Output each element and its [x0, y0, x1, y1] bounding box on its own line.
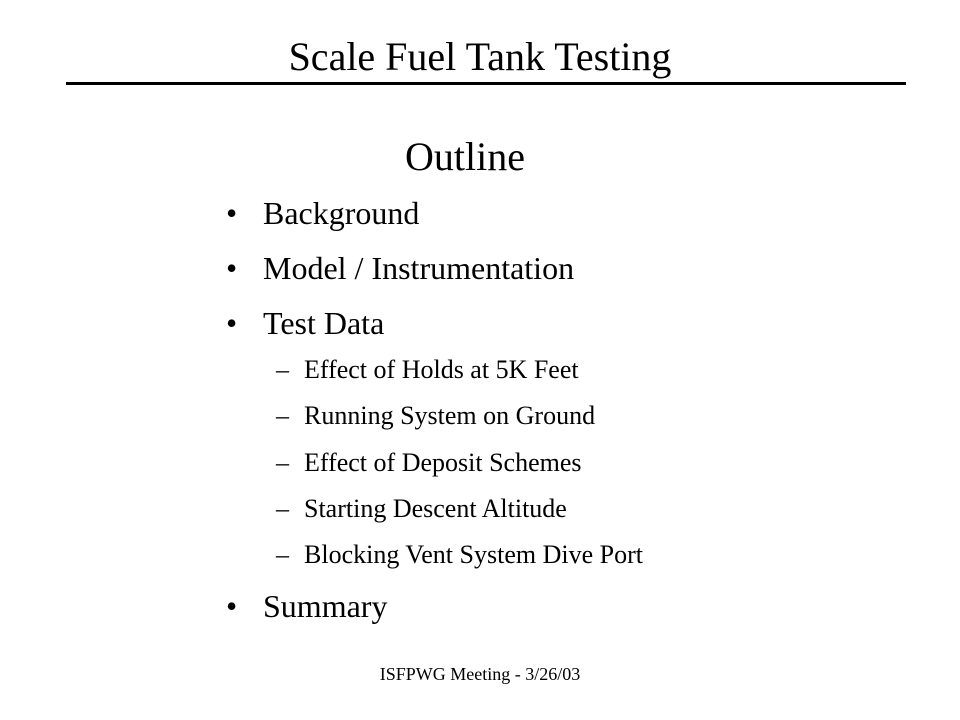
title-underline	[66, 82, 906, 85]
bullet-dot: •	[226, 195, 238, 231]
slide-footer: ISFPWG Meeting - 3/26/03	[379, 664, 581, 684]
bullet-dot: •	[226, 588, 238, 624]
sub-bullet-dash: –	[276, 494, 289, 523]
sub-bullet-label: Effect of Deposit Schemes	[304, 448, 582, 477]
bullet-label: Test Data	[263, 305, 385, 341]
sub-bullet-dash: –	[276, 355, 289, 384]
bullet-label: Model / Instrumentation	[263, 250, 575, 286]
sub-bullet-label: Effect of Holds at 5K Feet	[304, 355, 579, 384]
outline-heading: Outline	[405, 134, 525, 179]
slide-title: Scale Fuel Tank Testing	[288, 34, 672, 79]
bullet-dot: •	[226, 305, 238, 341]
sub-bullet-dash: –	[276, 540, 289, 569]
bullet-dot: •	[226, 250, 238, 286]
bullet-label: Background	[263, 195, 420, 231]
sub-bullet-label: Blocking Vent System Dive Port	[304, 540, 643, 569]
sub-bullet-dash: –	[276, 401, 289, 430]
sub-bullet-dash: –	[276, 448, 289, 477]
sub-bullet-label: Starting Descent Altitude	[304, 494, 567, 523]
bullet-label: Summary	[263, 588, 388, 624]
sub-bullet-label: Running System on Ground	[304, 401, 596, 430]
